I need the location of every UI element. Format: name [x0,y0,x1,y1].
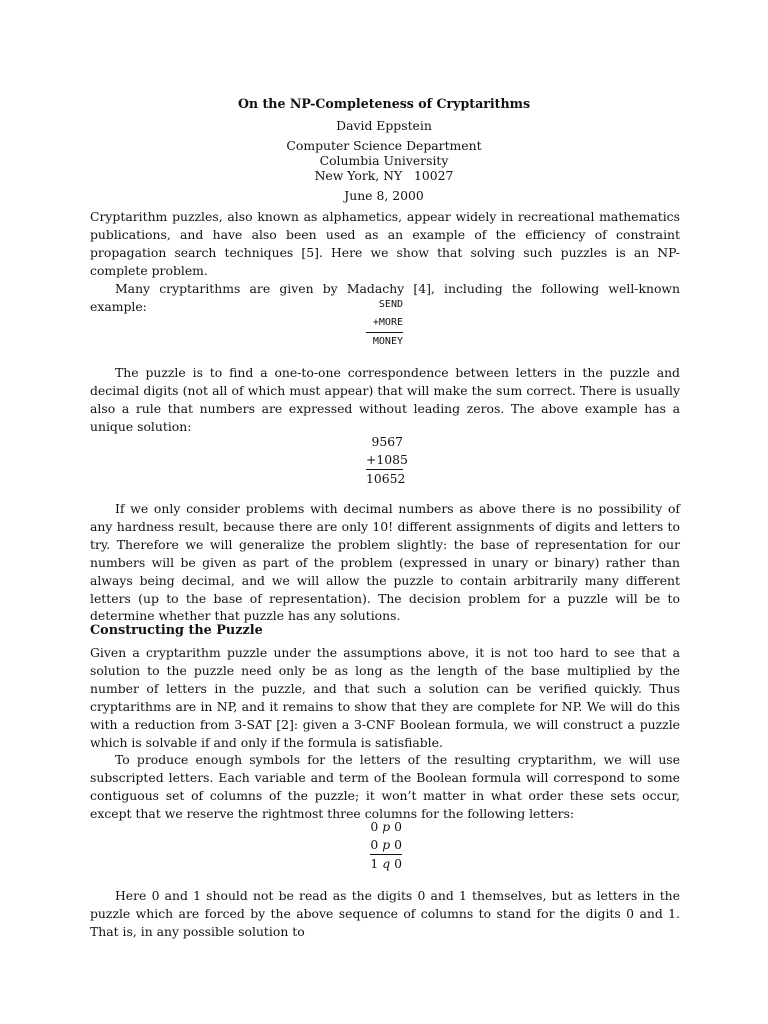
sum-row: 0 p 0 [370,837,402,852]
paragraph: Here 0 and 1 should not be read as the digits 0 and 1 themselves, but as letters in the puzzle which are forced by the above sequence of columns to stand for the digits 0 and 1. That is, in any possible solution to [90,888,680,939]
addend-1: 9567 [371,434,403,449]
cryptarithm-example [366,296,403,351]
body-text [90,364,680,436]
paragraph: If we only consider problems with decimal numbers as above there is no possibility of any hardness result, because there are only 10! different assignments of digits and letters to try. Therefore we will generalize the problem slightly: the base of representation for our numbers will be given as part of the problem (expressed in unary or binary) rather than always being decimal, and we will allow the puzzle to contain arbitrarily many different letters (up to the base of representation). The decision problem for a puzzle will be to determine whether that puzzle has any solutions. [90,501,680,624]
author-affiliation [0,138,768,183]
author-name: David Eppstein [336,118,432,133]
paper-title: On the NP-Completeness of Cryptarithms [237,96,531,111]
paragraph: Cryptarithm puzzles, also known as alphametics, appear widely in recreational mathematics publications, and have also been used as an example of the efficiency of constraint propagation search techniques [5]. Here we show that solving such puzzles is an NP-complete problem. [90,209,680,278]
body-text [90,500,680,625]
section-heading: Constructing the Puzzle [90,623,263,638]
body-text [90,887,680,941]
reserved-columns-sum [370,818,402,873]
body-text [90,644,680,823]
addend-2: +MORE [372,317,403,328]
affiliation-line: Columbia University [319,153,449,168]
sum-result: MONEY [366,332,403,351]
paragraph: Many cryptarithms are given by Madachy [4], including the following well-known example: [90,280,680,314]
affiliation-line: New York, NY 10027 [314,168,454,183]
sum-result: 10652 [366,471,406,486]
addend-1: SEND [378,299,403,310]
paper-date: June 8, 2000 [344,188,424,203]
paragraph: To produce enough symbols for the letters of the resulting cryptarithm, we will use subscripted letters. Each variable and term of the Boolean formula will correspond to some contiguous set of columns of the puzzle; it won’t matter in what order these sets occur, except that we reserve the rightmost three columns for the following letters: [90,752,680,822]
affiliation-line: Computer Science Department [286,138,482,153]
addend-2: +1085 [366,452,408,467]
sum-row: 0 p 0 [370,819,402,834]
paragraph: The puzzle is to find a one-to-one correspondence between letters in the puzzle and decimal digits (not all of which must appear) that will make the sum correct. There is usually also a rule that numbers are expressed without leading zeros. The above example has a unique solution: [90,365,680,434]
sum-result: 1 q 0 [370,856,402,871]
paragraph: Given a cryptarithm puzzle under the assumptions above, it is not too hard to see that a solution to the puzzle need only be as long as the length of the base multiplied by the number of letters in the puzzle, and that such a solution can be verified quickly. Thus cryptarithms are in NP, and it remains to show that they are complete for NP. We will do this with a reduction from 3-SAT [2]: given a 3-CNF Boolean formula, we will construct a puzzle which is solvable if and only if the formula is satisfiable. [90,645,680,750]
solution-example [366,433,408,488]
